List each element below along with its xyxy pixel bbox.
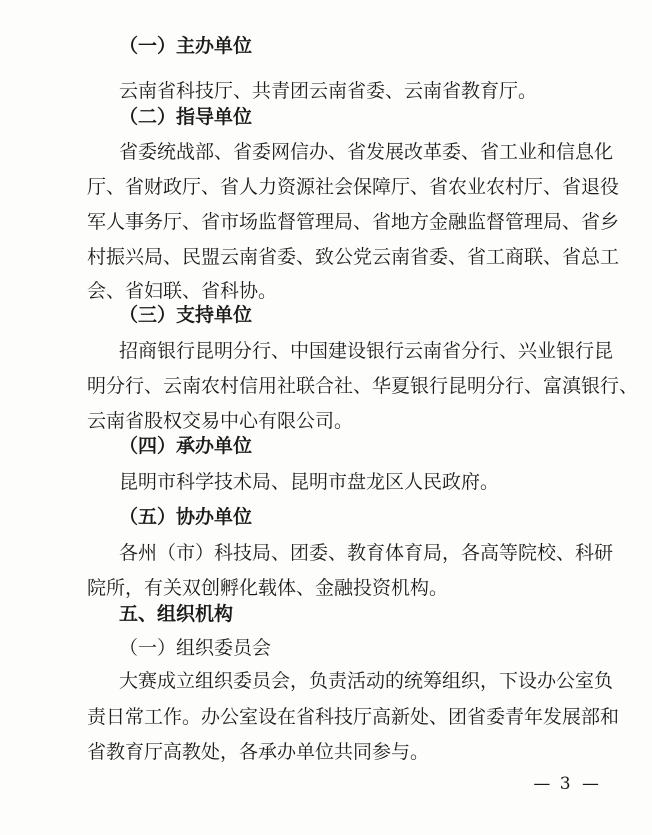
body-line: 责日常工作。办公室设在省科技厅高新处、团省委青年发展部和 [87, 706, 620, 728]
body-line: 明分行、云南农村信用社联合社、华夏银行昆明分行、富滇银行、 [87, 375, 639, 397]
body-line: 云南省股权交易中心有限公司。 [87, 410, 354, 432]
body-line: 昆明市科学技术局、昆明市盘龙区人民政府。 [119, 471, 500, 493]
body-line: 院所，有关双创孵化载体、金融投资机构。 [87, 577, 449, 599]
body-line: 村振兴局、民盟云南省委、致公党云南省委、省工商联、省总工 [87, 246, 620, 268]
body-line: 省教育厅高教处，各承办单位共同参与。 [87, 741, 430, 763]
body-line: 大赛成立组织委员会，负责活动的统筹组织，下设办公室负 [119, 670, 614, 692]
body-line: 会、省妇联、省科协。 [87, 280, 278, 302]
page-number-dash-right: — [582, 774, 597, 794]
body-line: 招商银行昆明分行、中国建设银行云南省分行、兴业银行昆 [119, 340, 614, 362]
body-line: 省委统战部、省委网信办、省发展改革委、省工业和信息化 [119, 141, 614, 163]
chapter-heading: 五、组织机构 [119, 603, 234, 625]
page-number [533, 772, 597, 796]
section-heading: （五）协办单位 [119, 506, 253, 528]
body-line: 军人事务厅、省市场监督管理局、省地方金融监督管理局、省乡 [87, 211, 620, 233]
body-line: 云南省科技厅、共青团云南省委、云南省教育厅。 [119, 80, 538, 102]
page-number-dash-left: — [533, 774, 549, 794]
body-line: 各州（市）科技局、团委、教育体育局，各高等院校、科研 [119, 542, 614, 564]
body-line: 厅、省财政厅、省人力资源社会保障厅、省农业农村厅、省退役 [87, 176, 620, 198]
page-number-value: 3 [559, 774, 571, 794]
section-heading: （一）主办单位 [119, 35, 253, 57]
section-heading: （二）指导单位 [119, 106, 253, 128]
section-heading: （一）组织委员会 [119, 637, 272, 659]
section-heading: （四）承办单位 [119, 435, 253, 457]
section-heading: （三）支持单位 [119, 304, 253, 326]
